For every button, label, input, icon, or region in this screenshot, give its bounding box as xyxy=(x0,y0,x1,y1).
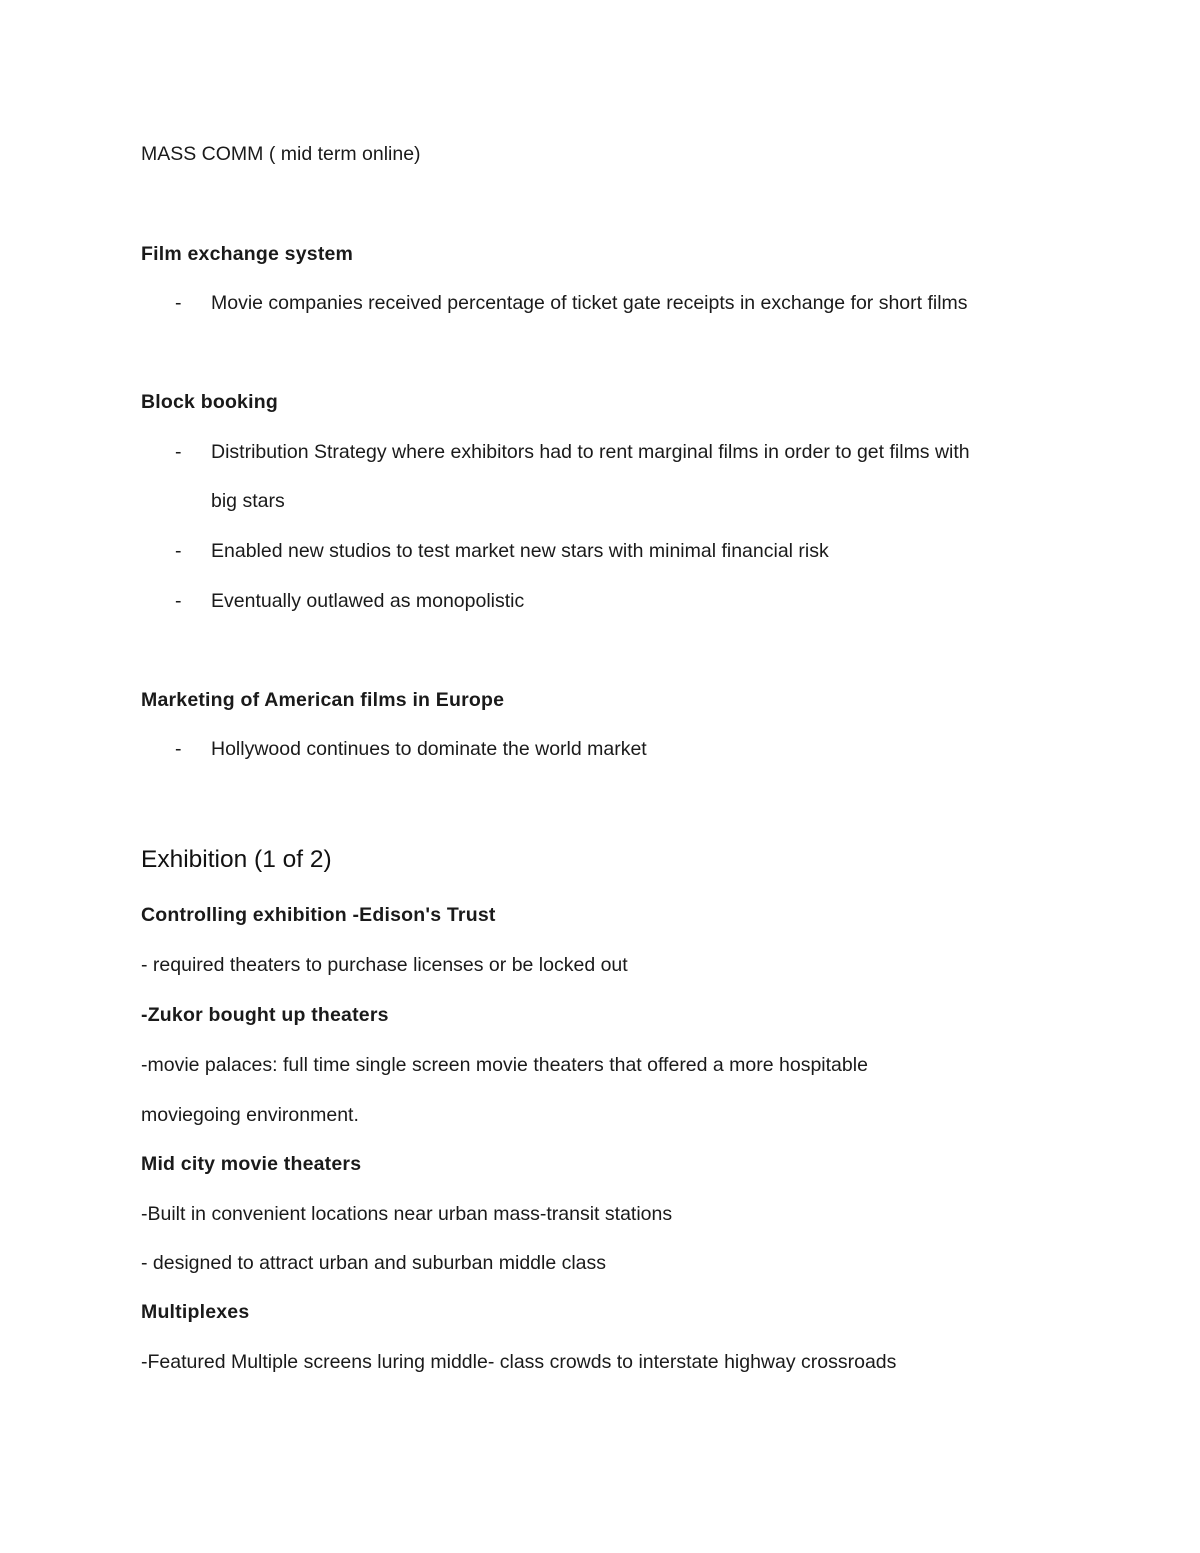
body-line: - designed to attract urban and suburban middle class xyxy=(141,1252,607,1274)
bullet-item: Distribution Strategy where exhibitors had to rent marginal films in order to get films with xyxy=(211,441,970,463)
subheading-controlling-exhibition: Controlling exhibition -Edison's Trust xyxy=(141,904,496,926)
body-line: -movie palaces: full time single screen movie theaters that offered a more hospitable xyxy=(141,1054,868,1076)
bullet-item: Movie companies received percentage of ticket gate receipts in exchange for short films xyxy=(211,292,968,314)
subheading-multiplexes: Multiplexes xyxy=(141,1301,250,1323)
bullet-marker: - xyxy=(175,292,182,314)
body-line: moviegoing environment. xyxy=(141,1104,359,1126)
body-line: -Built in convenient locations near urban mass-transit stations xyxy=(141,1203,673,1225)
bullet-marker: - xyxy=(175,540,182,562)
section-heading-film-exchange: Film exchange system xyxy=(141,243,354,265)
bullet-item: Enabled new studios to test market new stars with minimal financial risk xyxy=(211,540,829,562)
subheading-zukor: -Zukor bought up theaters xyxy=(141,1004,389,1026)
bullet-marker: - xyxy=(175,441,182,463)
subheading-mid-city: Mid city movie theaters xyxy=(141,1153,362,1175)
exhibition-heading: Exhibition (1 of 2) xyxy=(141,846,332,873)
body-line: - required theaters to purchase licenses or be locked out xyxy=(141,954,628,976)
bullet-item: Hollywood continues to dominate the world market xyxy=(211,738,647,760)
section-heading-marketing: Marketing of American films in Europe xyxy=(141,689,505,711)
body-line: -Featured Multiple screens luring middle- class crowds to interstate highway crossroads xyxy=(141,1351,897,1373)
bullet-marker: - xyxy=(175,590,182,612)
section-heading-block-booking: Block booking xyxy=(141,391,278,413)
bullet-item: Eventually outlawed as monopolistic xyxy=(211,590,525,612)
bullet-item-continuation: big stars xyxy=(211,490,285,512)
bullet-marker: - xyxy=(175,738,182,760)
document-title: MASS COMM ( mid term online) xyxy=(141,143,421,165)
